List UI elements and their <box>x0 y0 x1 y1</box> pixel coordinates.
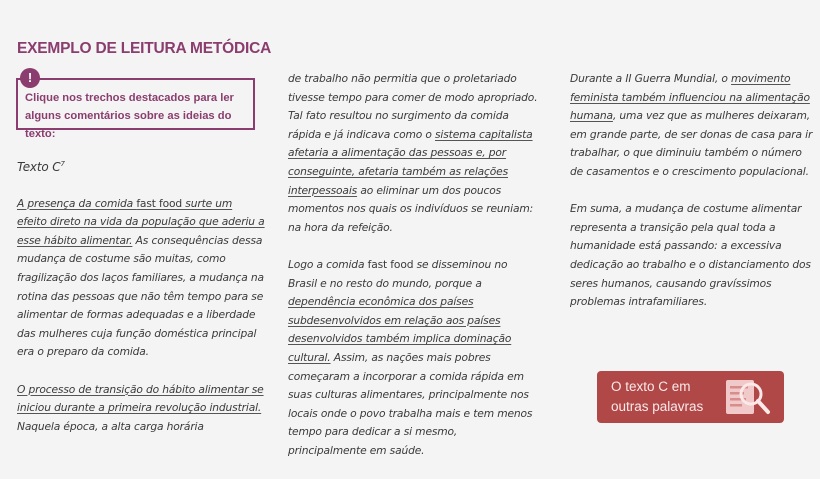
instruction-line-2: alguns comentários sobre as ideias do texto: <box>25 110 232 140</box>
paragraph-text: Naquela época, a alta carga horária <box>17 419 204 433</box>
instruction-line-1: Clique nos trechos destacados para ler <box>25 92 234 104</box>
paragraph <box>570 70 815 182</box>
instruction-text <box>25 89 255 143</box>
paragraph <box>17 195 265 362</box>
paragraph: Em suma, a mudança de costume alimentar representa a transição pela qual toda a humanidade está passando: a excessiva dedicação ao trabalho e o distanciamento dos seres humanos, causando gravíssimos problemas intrafamiliares. <box>570 202 811 309</box>
text-column-1 <box>17 155 265 455</box>
button-label: O texto C em outras palavras <box>611 379 704 414</box>
highlighted-passage[interactable]: O processo de transição do hábito alimentar se iniciou durante a primeira revolução industrial. <box>17 382 264 415</box>
exclamation-icon: ! <box>20 68 40 88</box>
paragraph-text: de trabalho não permitia que o proletariado tivesse tempo para comer de modo apropriado. Tal fato resultou no surgimento da comida rápida e já indicava como o <box>288 72 538 141</box>
passage-text: A presença da comida <box>17 196 137 210</box>
text-label-name: Texto C <box>17 160 61 174</box>
paragraph-text: Logo a comida <box>288 257 368 271</box>
passage-text: surte um efeito direto na vida da população que aderiu a esse hábito alimentar. <box>17 196 265 247</box>
page-title: EXEMPLO DE LEITURA METÓDICA <box>17 40 272 57</box>
paragraph-text: ao eliminar um dos poucos momentos nos quais os indivíduos se reuniam: na hora da refeição. <box>288 183 534 234</box>
highlighted-passage[interactable]: dependência econômica dos países subdesenvolvidos em relação aos países desenvolvidos também implica dominação cultural. <box>288 295 512 364</box>
paragraph-text: , uma vez que as mulheres deixaram, em grande parte, de ser donas de casa para ir trabalhar, o que diminuiu também o número de casamentos e o crescimento populacional. <box>570 109 813 178</box>
instruction-box <box>16 70 255 140</box>
paragraph-text: se disseminou no Brasil e no resto do mundo, porque a <box>288 257 508 290</box>
paragraph-text: As consequências dessa mudança de costume são muitas, como fragilização dos laços familiares, a mudança na rotina das pessoas que não têm tempo para se alimentar de formas adequadas e a liberdade das mulheres cuja função doméstica principal era o preparo da comida. <box>17 233 264 359</box>
document-magnifier-icon <box>724 376 772 418</box>
paragraph-text: Assim, as nações mais pobres começaram a incorporar a comida rápida em suas culturas alimentares, principalmente nos locais onde o povo trabalha mais e tem menos tempo para dedicar a si mesmo, principalmente em saúde. <box>288 350 533 457</box>
passage-term: fast food <box>136 196 183 210</box>
footnote-marker: 7 <box>60 160 65 168</box>
highlighted-passage[interactable]: sistema capitalista afetaria a alimentação das pessoas e, por conseguinte, afetaria também as relações interpessoais <box>288 127 533 197</box>
text-column-2 <box>288 70 538 479</box>
text-column-3 <box>570 70 815 330</box>
highlighted-passage[interactable]: movimento feminista também influenciou na alimentação humana <box>570 72 810 123</box>
texto-c-outras-palavras-button[interactable] <box>597 371 784 423</box>
paragraph <box>288 256 538 461</box>
paragraph <box>288 70 538 237</box>
paragraph-text: Durante a II Guerra Mundial, o <box>570 72 732 85</box>
paragraph <box>17 381 265 437</box>
text-label <box>17 155 265 177</box>
paragraph-term: fast food <box>367 257 414 271</box>
